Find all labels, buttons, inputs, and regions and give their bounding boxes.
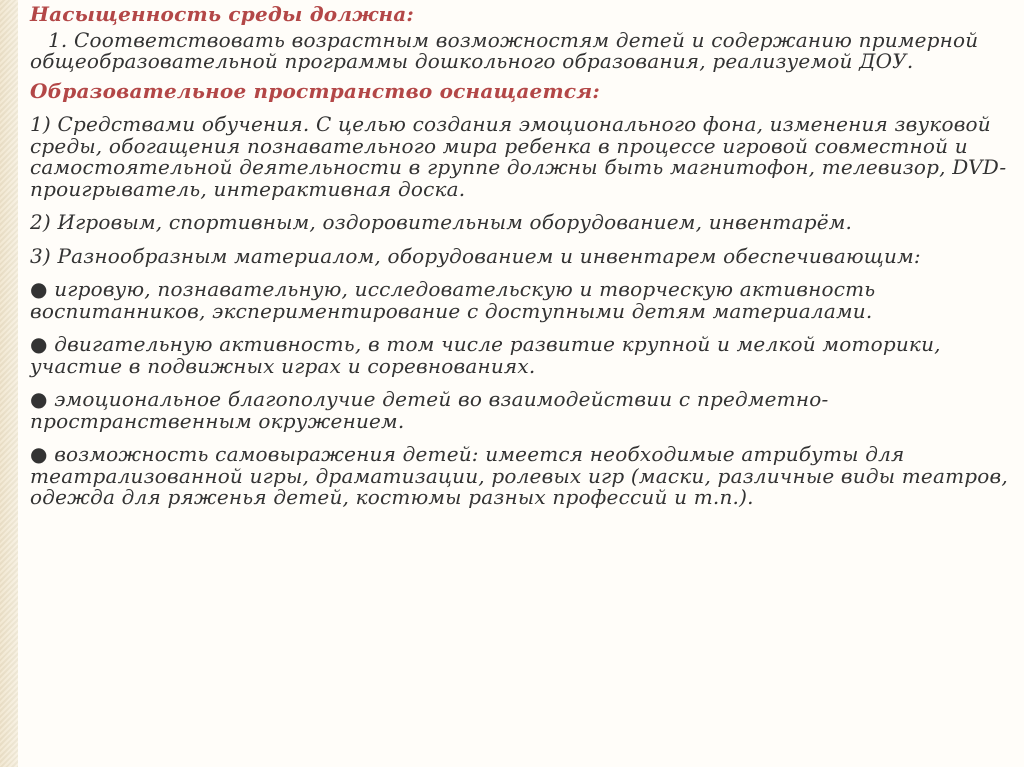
heading-saturation: Насыщенность среды должна: — [30, 2, 415, 26]
bullet-item-activity: ● игровую, познавательную, исследовательскую и творческую активность воспитанников, экспериментирование с доступными детям материалами. — [30, 277, 876, 323]
bullet-item-self-expression: ● возможность самовыражения детей: имеется необходимые атрибуты для театрализованной игры, драматизации, ролевых игр (маски, различные виды театров, одежда для ряженья детей, костюмы разных профессий и т.п.). — [30, 442, 1008, 509]
list-item-game-equipment: 2) Игровым, спортивным, оздоровительным оборудованием, инвентарём. — [30, 210, 853, 234]
paragraph-requirement-1: 1. Соответствовать возрастным возможностям детей и содержанию примерной общеобразовательной программы дошкольного образования, реализуемой ДОУ. — [30, 27, 979, 73]
decorative-texture-strip — [0, 0, 18, 767]
heading-equipment: Образовательное пространство оснащается: — [30, 78, 600, 103]
slide — [18, 0, 1024, 767]
list-item-means-of-education: 1) Средствами обучения. С целью создания эмоционального фона, изменения звуковой среды, обогащения познавательного мира ребенка в процессе игровой совместной и самостоятельной деятельности в группе должны быть магнитофон, телевизор, DVD-проигрыватель, интерактивная доска. — [30, 112, 1007, 201]
slide-content — [30, 4, 1010, 521]
bullet-item-motor-activity: ● двигательную активность, в том числе развитие крупной и мелкой моторики, участие в подвижных играх и соревнованиях. — [30, 332, 941, 378]
bullet-item-emotional-wellbeing: ● эмоциональное благополучие детей во взаимодействии с предметно-пространственным окружением. — [30, 387, 829, 433]
list-item-varied-materials: 3) Разнообразным материалом, оборудованием и инвентарем обеспечивающим: — [30, 243, 921, 268]
